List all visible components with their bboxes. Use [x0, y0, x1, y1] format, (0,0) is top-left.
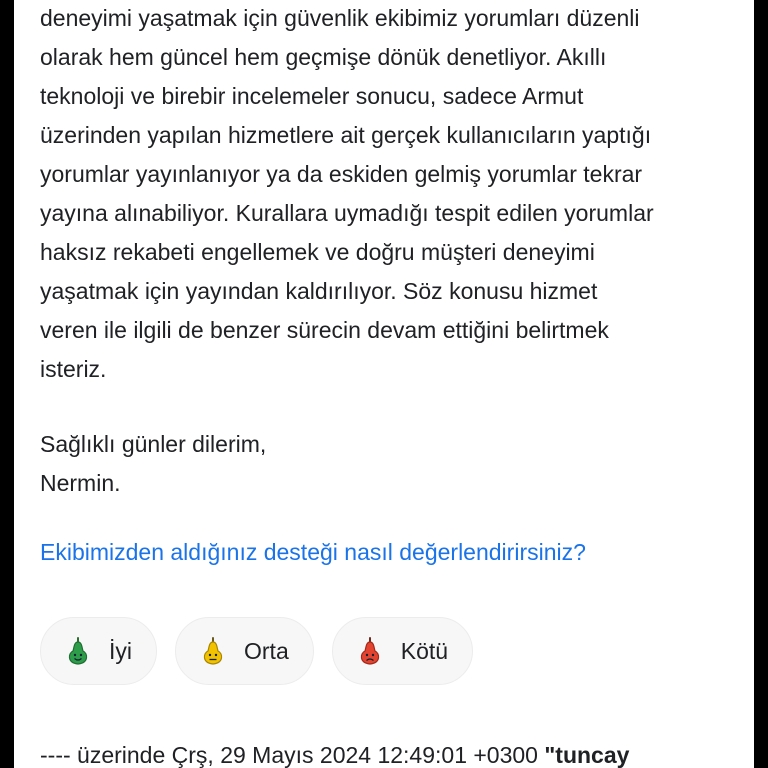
message-line: isteriz. — [40, 356, 107, 382]
rating-good-label: İyi — [109, 637, 132, 664]
pear-green-icon — [65, 636, 91, 666]
rating-medium-label: Orta — [244, 637, 289, 664]
email-screen — [14, 0, 754, 768]
feedback-question: Ekibimizden aldığınız desteği nasıl değerlendirirsiniz? — [40, 539, 586, 565]
quoted-reply-meta: ---- üzerinde Çrş, 29 Mayıs 2024 12:49:01 +0300 — [40, 742, 545, 768]
signoff-greeting: Sağlıklı günler dilerim, — [40, 431, 267, 457]
message-line: yaşatmak için yayından kaldırılıyor. Söz konusu hizmet — [40, 278, 598, 304]
quoted-reply-author: "tuncay — [544, 742, 630, 768]
message-line: deneyimi yaşatmak için güvenlik ekibimiz yorumları düzenli — [40, 5, 640, 31]
message-line: yayına alınabiliyor. Kurallara uymadığı tespit edilen yorumlar — [40, 200, 654, 226]
pear-yellow-icon — [200, 636, 226, 666]
message-paragraph — [40, 0, 740, 389]
rating-bad-button[interactable] — [332, 617, 473, 685]
rating-bad-label: Kötü — [400, 637, 449, 664]
message-line: olarak hem güncel hem geçmişe dönük denetliyor. Akıllı — [40, 44, 607, 70]
quoted-reply-header — [40, 742, 629, 768]
message-line: yorumlar yayınlanıyor ya da eskiden gelmiş yorumlar tekrar — [40, 161, 643, 187]
signoff-name: Nermin. — [40, 470, 121, 496]
message-body — [40, 0, 740, 685]
message-line: üzerinden yapılan hizmetlere ait gerçek kullanıcıların yaptığı — [40, 122, 652, 148]
message-line: haksız rekabeti engellemek ve doğru müşteri deneyimi — [40, 239, 595, 265]
message-line: teknoloji ve birebir incelemeler sonucu, sadece Armut — [40, 83, 584, 109]
pear-red-icon — [357, 636, 383, 666]
rating-options — [40, 617, 740, 685]
rating-medium-button[interactable] — [175, 617, 314, 685]
rating-good-button[interactable] — [40, 617, 157, 685]
message-line: veren ile ilgili de benzer sürecin devam ettiğini belirtmek — [40, 317, 609, 343]
signoff — [40, 425, 740, 503]
